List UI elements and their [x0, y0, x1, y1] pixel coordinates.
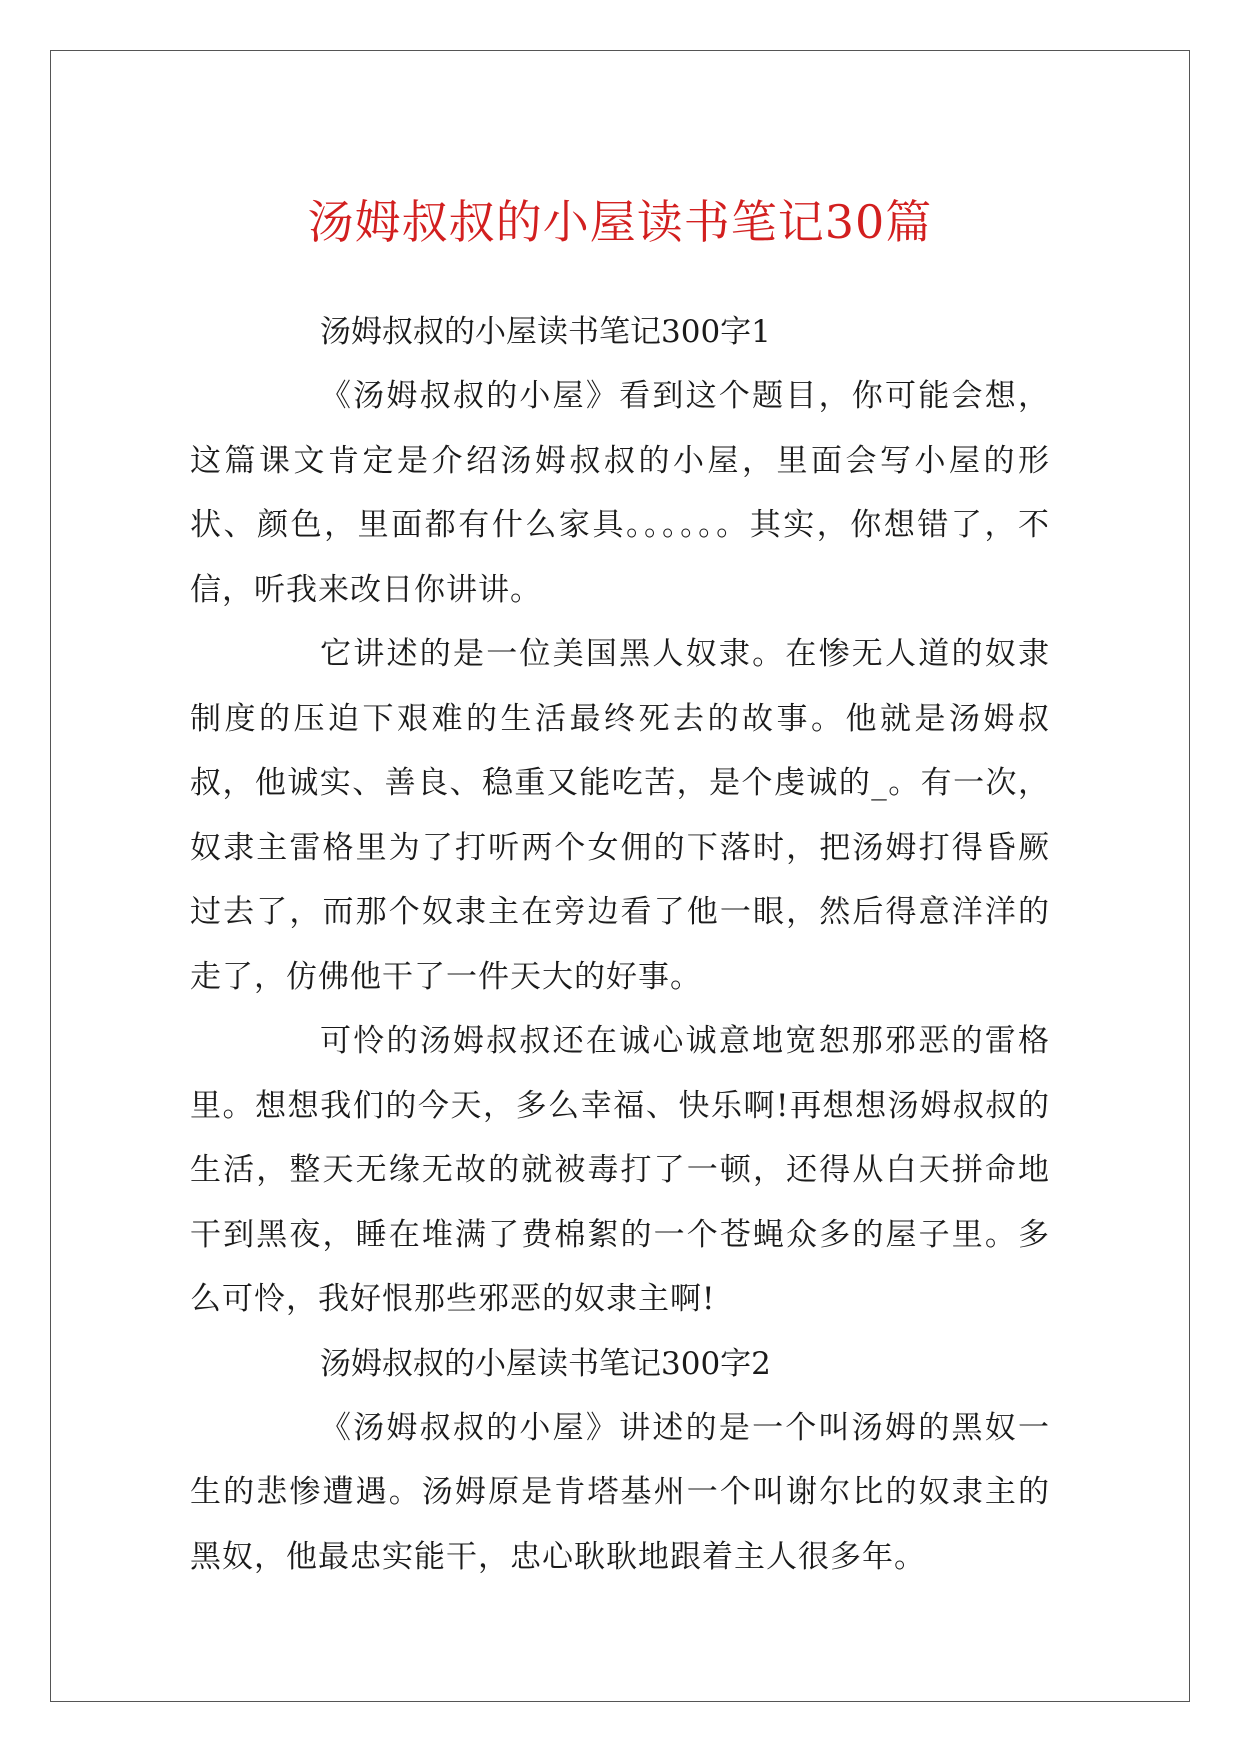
paragraph: 可怜的汤姆叔叔还在诚心诚意地宽恕那邪恶的雷格里。想想我们的今天，多么幸福、快乐啊!再想想汤姆叔叔的生活，整天无缘无故的就被毒打了一顿，还得从白天拼命地干到黑夜，睡在堆满了费棉絮的一个苍蝇众多的屋子里。多么可怜，我好恨那些邪恶的奴隶主啊!: [190, 1023, 1050, 1317]
paragraph: 《汤姆叔叔的小屋》讲述的是一个叫汤姆的黑奴一生的悲惨遭遇。汤姆原是肯塔基州一个叫谢尔比的奴隶主的黑奴，他最忠实能干，忠心耿耿地跟着主人很多年。: [190, 1409, 1050, 1575]
section-heading: 汤姆叔叔的小屋读书笔记300字1: [320, 314, 771, 350]
paragraph: 《汤姆叔叔的小屋》看到这个题目，你可能会想，这篇课文肯定是介绍汤姆叔叔的小屋，里面会写小屋的形状、颜色，里面都有什么家具。。。。。。其实，你想错了，不信，听我来改日你讲讲。: [190, 378, 1050, 608]
document-title: 汤姆叔叔的小屋读书笔记30篇: [307, 195, 933, 249]
section-heading: 汤姆叔叔的小屋读书笔记300字2: [320, 1345, 771, 1382]
section-2: [190, 1332, 1050, 1590]
section-1: [190, 300, 1050, 1332]
paragraph: 它讲述的是一位美国黑人奴隶。在惨无人道的奴隶制度的压迫下艰难的生活最终死去的故事。他就是汤姆叔叔，他诚实、善良、稳重又能吃苦，是个虔诚的_。有一次，奴隶主雷格里为了打听两个女佣的下落时，把汤姆打得昏厥过去了，而那个奴隶主在旁边看了他一眼，然后得意洋洋的走了，仿佛他干了一件天大的好事。: [190, 636, 1050, 995]
document-body: [190, 300, 1050, 1589]
